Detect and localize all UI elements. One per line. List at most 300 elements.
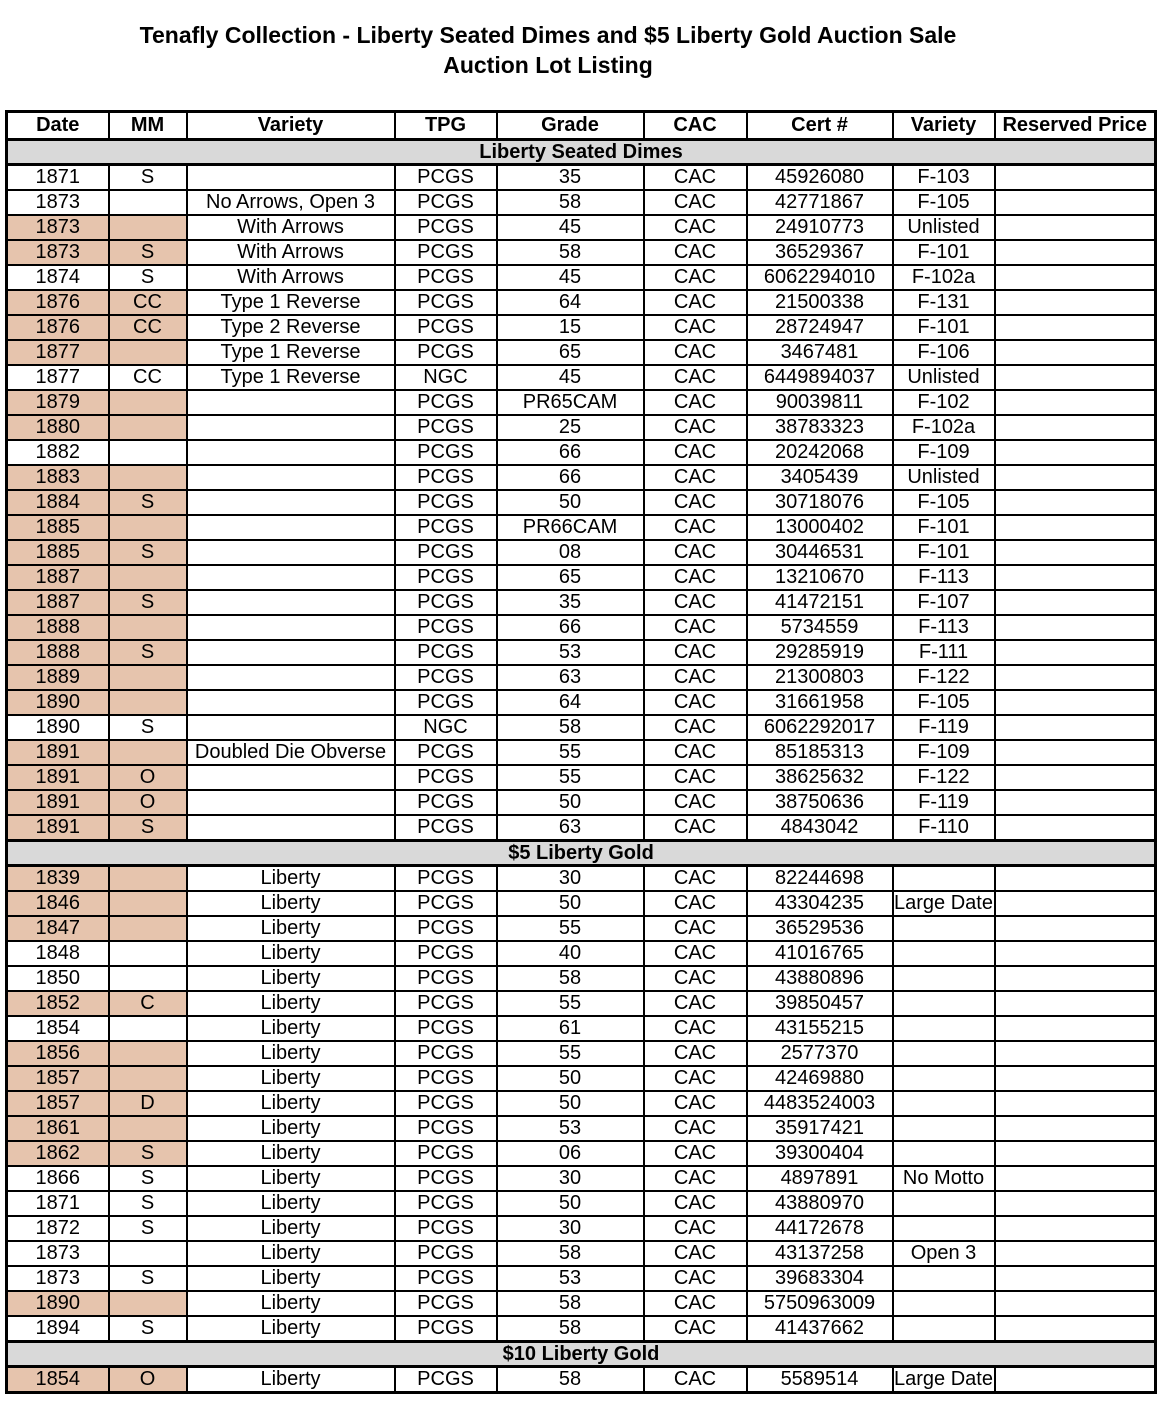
cell-grade: 45 [497, 265, 644, 290]
cell-reserved-price [995, 490, 1156, 515]
cell-grade: 64 [497, 290, 644, 315]
cell-cac: CAC [644, 1091, 747, 1116]
table-row [7, 1091, 1156, 1116]
cell-mm: CC [109, 365, 187, 390]
cell-tpg: PCGS [395, 1266, 497, 1291]
cell-tpg: PCGS [395, 1066, 497, 1091]
cell-fvariety: F-122 [893, 765, 995, 790]
cell-grade: 15 [497, 315, 644, 340]
cell-cert: 30718076 [747, 490, 893, 515]
cell-mm: S [109, 1316, 187, 1342]
cell-cert: 35917421 [747, 1116, 893, 1141]
cell-date: 1874 [7, 265, 109, 290]
cell-cert: 43304235 [747, 891, 893, 916]
cell-date: 1861 [7, 1116, 109, 1141]
cell-cac: CAC [644, 1141, 747, 1166]
cell-fvariety: F-113 [893, 615, 995, 640]
cell-date: 1888 [7, 640, 109, 665]
cell-cac: CAC [644, 440, 747, 465]
cell-variety: Liberty [187, 1016, 395, 1041]
cell-grade: 45 [497, 215, 644, 240]
cell-tpg: PCGS [395, 1191, 497, 1216]
cell-fvariety: F-119 [893, 790, 995, 815]
cell-variety: With Arrows [187, 265, 395, 290]
cell-variety [187, 790, 395, 815]
cell-date: 1883 [7, 465, 109, 490]
cell-mm: S [109, 590, 187, 615]
cell-date: 1882 [7, 440, 109, 465]
cell-cac: CAC [644, 1367, 747, 1393]
cell-tpg: PCGS [395, 290, 497, 315]
cell-reserved-price [995, 290, 1156, 315]
cell-reserved-price [995, 1116, 1156, 1141]
cell-grade: 66 [497, 465, 644, 490]
cell-mm [109, 1016, 187, 1041]
cell-mm [109, 415, 187, 440]
cell-fvariety: F-109 [893, 740, 995, 765]
cell-tpg: PCGS [395, 165, 497, 191]
cell-cac: CAC [644, 1116, 747, 1141]
cell-cert: 20242068 [747, 440, 893, 465]
cell-tpg: PCGS [395, 390, 497, 415]
cell-fvariety: F-107 [893, 590, 995, 615]
cell-fvariety: F-102a [893, 415, 995, 440]
cell-mm: S [109, 490, 187, 515]
cell-variety [187, 640, 395, 665]
column-header-cert: Cert # [747, 112, 893, 140]
cell-cac: CAC [644, 1216, 747, 1241]
cell-reserved-price [995, 891, 1156, 916]
cell-reserved-price [995, 565, 1156, 590]
cell-cert: 44172678 [747, 1216, 893, 1241]
cell-mm: O [109, 1367, 187, 1393]
cell-cac: CAC [644, 190, 747, 215]
cell-tpg: PCGS [395, 565, 497, 590]
cell-tpg: PCGS [395, 916, 497, 941]
cell-fvariety: F-119 [893, 715, 995, 740]
cell-variety [187, 515, 395, 540]
cell-fvariety [893, 1016, 995, 1041]
cell-tpg: PCGS [395, 1116, 497, 1141]
cell-date: 1888 [7, 615, 109, 640]
table-row [7, 640, 1156, 665]
cell-reserved-price [995, 165, 1156, 191]
cell-tpg: PCGS [395, 490, 497, 515]
cell-variety: Liberty [187, 1166, 395, 1191]
table-row [7, 665, 1156, 690]
cell-date: 1873 [7, 1266, 109, 1291]
cell-mm: S [109, 640, 187, 665]
cell-reserved-price [995, 815, 1156, 841]
table-row [7, 590, 1156, 615]
table-row [7, 790, 1156, 815]
cell-variety: Liberty [187, 1191, 395, 1216]
cell-cac: CAC [644, 1266, 747, 1291]
cell-tpg: PCGS [395, 590, 497, 615]
cell-mm: S [109, 1191, 187, 1216]
cell-mm: D [109, 1091, 187, 1116]
cell-date: 1873 [7, 1241, 109, 1266]
cell-variety: Liberty [187, 1091, 395, 1116]
cell-mm [109, 215, 187, 240]
cell-cac: CAC [644, 465, 747, 490]
cell-fvariety: F-101 [893, 540, 995, 565]
cell-grade: 35 [497, 590, 644, 615]
cell-date: 1854 [7, 1016, 109, 1041]
cell-grade: 58 [497, 240, 644, 265]
cell-date: 1873 [7, 215, 109, 240]
cell-fvariety: No Motto [893, 1166, 995, 1191]
cell-mm: CC [109, 290, 187, 315]
cell-cac: CAC [644, 690, 747, 715]
cell-variety [187, 390, 395, 415]
cell-variety [187, 690, 395, 715]
cell-mm [109, 866, 187, 892]
section-header-row [7, 841, 1156, 866]
cell-grade: 58 [497, 190, 644, 215]
cell-grade: 64 [497, 690, 644, 715]
cell-grade: 53 [497, 640, 644, 665]
cell-grade: 58 [497, 715, 644, 740]
cell-cac: CAC [644, 390, 747, 415]
cell-cac: CAC [644, 215, 747, 240]
table-row [7, 1216, 1156, 1241]
cell-fvariety [893, 1266, 995, 1291]
table-row [7, 415, 1156, 440]
cell-variety: Liberty [187, 966, 395, 991]
table-row [7, 540, 1156, 565]
table-row [7, 1291, 1156, 1316]
cell-mm: S [109, 165, 187, 191]
cell-mm: S [109, 1216, 187, 1241]
cell-tpg: PCGS [395, 941, 497, 966]
cell-fvariety: F-110 [893, 815, 995, 841]
cell-date: 1890 [7, 1291, 109, 1316]
cell-cac: CAC [644, 1191, 747, 1216]
cell-fvariety: F-103 [893, 165, 995, 191]
cell-reserved-price [995, 465, 1156, 490]
cell-cert: 31661958 [747, 690, 893, 715]
column-header-grade: Grade [497, 112, 644, 140]
cell-reserved-price [995, 1367, 1156, 1393]
cell-mm [109, 1241, 187, 1266]
cell-reserved-price [995, 615, 1156, 640]
cell-variety: No Arrows, Open 3 [187, 190, 395, 215]
cell-reserved-price [995, 966, 1156, 991]
cell-cert: 2577370 [747, 1041, 893, 1066]
cell-cert: 39850457 [747, 991, 893, 1016]
cell-variety: Liberty [187, 1216, 395, 1241]
table-row [7, 866, 1156, 892]
cell-tpg: PCGS [395, 515, 497, 540]
cell-tpg: PCGS [395, 991, 497, 1016]
table-row [7, 240, 1156, 265]
cell-reserved-price [995, 665, 1156, 690]
cell-mm [109, 690, 187, 715]
cell-mm [109, 1041, 187, 1066]
table-row [7, 390, 1156, 415]
cell-fvariety [893, 966, 995, 991]
cell-variety [187, 615, 395, 640]
cell-grade: 55 [497, 1041, 644, 1066]
cell-cert: 36529367 [747, 240, 893, 265]
cell-reserved-price [995, 1091, 1156, 1116]
cell-cert: 29285919 [747, 640, 893, 665]
cell-date: 1885 [7, 515, 109, 540]
cell-grade: 63 [497, 815, 644, 841]
cell-tpg: PCGS [395, 440, 497, 465]
table-row [7, 1316, 1156, 1342]
cell-variety: Liberty [187, 941, 395, 966]
cell-grade: 66 [497, 615, 644, 640]
cell-date: 1877 [7, 340, 109, 365]
cell-cac: CAC [644, 340, 747, 365]
cell-mm [109, 565, 187, 590]
cell-cac: CAC [644, 415, 747, 440]
cell-reserved-price [995, 215, 1156, 240]
cell-fvariety: F-101 [893, 240, 995, 265]
cell-cert: 4897891 [747, 1166, 893, 1191]
cell-grade: 61 [497, 1016, 644, 1041]
cell-fvariety [893, 1066, 995, 1091]
cell-grade: PR65CAM [497, 390, 644, 415]
cell-mm [109, 390, 187, 415]
cell-tpg: PCGS [395, 1316, 497, 1342]
cell-tpg: PCGS [395, 765, 497, 790]
cell-tpg: PCGS [395, 815, 497, 841]
table-row [7, 815, 1156, 841]
cell-date: 1891 [7, 740, 109, 765]
cell-date: 1848 [7, 941, 109, 966]
cell-date: 1871 [7, 1191, 109, 1216]
cell-variety: Type 1 Reverse [187, 290, 395, 315]
cell-cert: 3405439 [747, 465, 893, 490]
cell-tpg: PCGS [395, 190, 497, 215]
cell-tpg: PCGS [395, 966, 497, 991]
cell-cert: 3467481 [747, 340, 893, 365]
table-row [7, 1367, 1156, 1393]
cell-cert: 41437662 [747, 1316, 893, 1342]
cell-date: 1857 [7, 1066, 109, 1091]
cell-variety [187, 165, 395, 191]
cell-variety: Liberty [187, 1241, 395, 1266]
cell-date: 1852 [7, 991, 109, 1016]
cell-cert: 5589514 [747, 1367, 893, 1393]
cell-grade: 30 [497, 866, 644, 892]
cell-fvariety: F-105 [893, 490, 995, 515]
table-row [7, 1016, 1156, 1041]
cell-tpg: PCGS [395, 340, 497, 365]
table-row [7, 315, 1156, 340]
cell-variety [187, 465, 395, 490]
cell-reserved-price [995, 1066, 1156, 1091]
title-block [0, 20, 1096, 80]
cell-cac: CAC [644, 165, 747, 191]
table-row [7, 440, 1156, 465]
cell-variety [187, 665, 395, 690]
cell-reserved-price [995, 1216, 1156, 1241]
column-header-tpg: TPG [395, 112, 497, 140]
cell-cert: 38750636 [747, 790, 893, 815]
cell-cac: CAC [644, 790, 747, 815]
cell-reserved-price [995, 240, 1156, 265]
cell-cert: 85185313 [747, 740, 893, 765]
cell-grade: 55 [497, 916, 644, 941]
cell-date: 1884 [7, 490, 109, 515]
cell-reserved-price [995, 1141, 1156, 1166]
cell-reserved-price [995, 265, 1156, 290]
cell-reserved-price [995, 790, 1156, 815]
cell-date: 1862 [7, 1141, 109, 1166]
cell-tpg: NGC [395, 715, 497, 740]
cell-mm [109, 440, 187, 465]
cell-mm [109, 941, 187, 966]
cell-grade: 06 [497, 1141, 644, 1166]
table-row [7, 1166, 1156, 1191]
table-row [7, 1041, 1156, 1066]
cell-fvariety [893, 1041, 995, 1066]
cell-reserved-price [995, 1241, 1156, 1266]
cell-cert: 6449894037 [747, 365, 893, 390]
cell-variety: Liberty [187, 866, 395, 892]
cell-date: 1873 [7, 240, 109, 265]
cell-date: 1871 [7, 165, 109, 191]
cell-date: 1891 [7, 815, 109, 841]
cell-variety [187, 590, 395, 615]
cell-reserved-price [995, 440, 1156, 465]
column-header-variety: Variety [187, 112, 395, 140]
cell-variety [187, 815, 395, 841]
cell-grade: 50 [497, 891, 644, 916]
cell-mm: S [109, 540, 187, 565]
section-title: $5 Liberty Gold [7, 841, 1156, 866]
cell-grade: 58 [497, 1291, 644, 1316]
cell-cert: 4483524003 [747, 1091, 893, 1116]
cell-cert: 90039811 [747, 390, 893, 415]
cell-cert: 38783323 [747, 415, 893, 440]
cell-date: 1894 [7, 1316, 109, 1342]
cell-reserved-price [995, 1266, 1156, 1291]
cell-cac: CAC [644, 916, 747, 941]
cell-cert: 82244698 [747, 866, 893, 892]
table-row [7, 1141, 1156, 1166]
cell-fvariety: F-109 [893, 440, 995, 465]
cell-variety [187, 565, 395, 590]
table-row [7, 1241, 1156, 1266]
cell-reserved-price [995, 540, 1156, 565]
cell-cert: 45926080 [747, 165, 893, 191]
cell-date: 1876 [7, 315, 109, 340]
cell-cac: CAC [644, 1291, 747, 1316]
cell-reserved-price [995, 590, 1156, 615]
cell-fvariety: Unlisted [893, 365, 995, 390]
cell-cert: 43880970 [747, 1191, 893, 1216]
cell-reserved-price [995, 1041, 1156, 1066]
cell-reserved-price [995, 1016, 1156, 1041]
cell-grade: 50 [497, 1066, 644, 1091]
column-header-date: Date [7, 112, 109, 140]
cell-mm [109, 465, 187, 490]
cell-cac: CAC [644, 240, 747, 265]
cell-fvariety [893, 941, 995, 966]
cell-cac: CAC [644, 715, 747, 740]
cell-fvariety: F-101 [893, 315, 995, 340]
cell-fvariety: Unlisted [893, 215, 995, 240]
cell-reserved-price [995, 740, 1156, 765]
cell-grade: 50 [497, 790, 644, 815]
cell-variety: With Arrows [187, 240, 395, 265]
cell-mm [109, 891, 187, 916]
cell-cac: CAC [644, 515, 747, 540]
cell-date: 1889 [7, 665, 109, 690]
table-row [7, 690, 1156, 715]
cell-cert: 43880896 [747, 966, 893, 991]
cell-reserved-price [995, 190, 1156, 215]
table-row [7, 1066, 1156, 1091]
cell-mm [109, 740, 187, 765]
cell-mm [109, 1116, 187, 1141]
cell-mm: O [109, 790, 187, 815]
cell-date: 1857 [7, 1091, 109, 1116]
cell-grade: 63 [497, 665, 644, 690]
cell-date: 1854 [7, 1367, 109, 1393]
cell-date: 1876 [7, 290, 109, 315]
cell-cac: CAC [644, 1166, 747, 1191]
table-body [7, 140, 1156, 1393]
cell-tpg: PCGS [395, 891, 497, 916]
cell-fvariety: F-131 [893, 290, 995, 315]
cell-date: 1890 [7, 715, 109, 740]
cell-tpg: PCGS [395, 1216, 497, 1241]
cell-date: 1847 [7, 916, 109, 941]
cell-grade: 65 [497, 565, 644, 590]
cell-mm [109, 966, 187, 991]
table-row [7, 365, 1156, 390]
cell-cac: CAC [644, 665, 747, 690]
table-row [7, 891, 1156, 916]
cell-cac: CAC [644, 891, 747, 916]
cell-date: 1891 [7, 765, 109, 790]
cell-tpg: PCGS [395, 1091, 497, 1116]
cell-cac: CAC [644, 1316, 747, 1342]
cell-cac: CAC [644, 966, 747, 991]
cell-cac: CAC [644, 991, 747, 1016]
table-row [7, 340, 1156, 365]
cell-cac: CAC [644, 315, 747, 340]
cell-mm: S [109, 265, 187, 290]
cell-mm [109, 1066, 187, 1091]
cell-date: 1880 [7, 415, 109, 440]
cell-fvariety [893, 1316, 995, 1342]
cell-grade: 65 [497, 340, 644, 365]
cell-reserved-price [995, 991, 1156, 1016]
cell-grade: PR66CAM [497, 515, 644, 540]
cell-tpg: PCGS [395, 640, 497, 665]
cell-tpg: NGC [395, 365, 497, 390]
cell-tpg: PCGS [395, 540, 497, 565]
cell-cac: CAC [644, 740, 747, 765]
cell-cert: 21300803 [747, 665, 893, 690]
cell-date: 1879 [7, 390, 109, 415]
cell-grade: 25 [497, 415, 644, 440]
cell-cert: 5734559 [747, 615, 893, 640]
cell-variety [187, 765, 395, 790]
cell-mm [109, 340, 187, 365]
cell-fvariety: F-122 [893, 665, 995, 690]
cell-cac: CAC [644, 1041, 747, 1066]
cell-tpg: PCGS [395, 265, 497, 290]
cell-grade: 55 [497, 765, 644, 790]
